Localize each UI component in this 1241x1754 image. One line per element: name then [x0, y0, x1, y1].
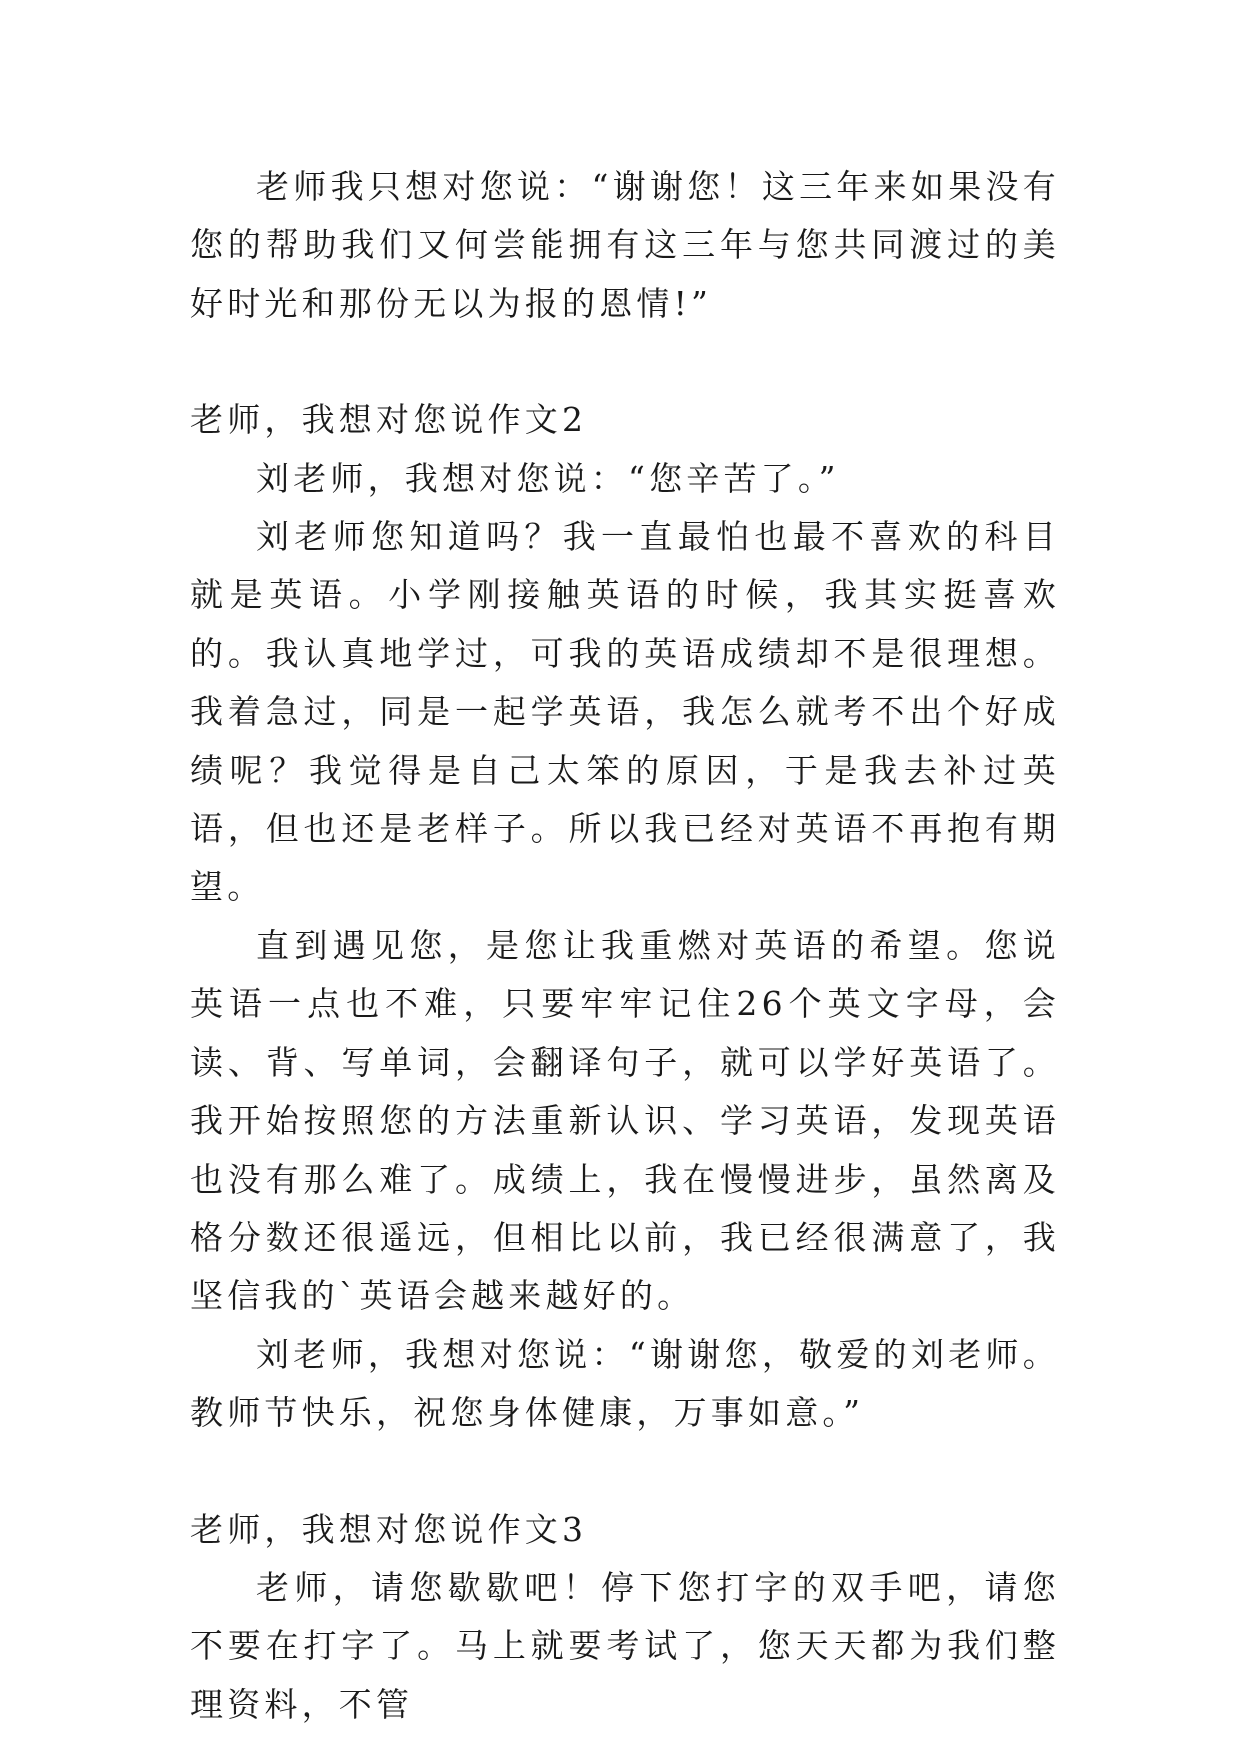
paragraph-please-rest: 老师，请您歇歇吧！停下您打字的双手吧，请您不要在打字了。马上就要考试了，您天天都为我们整理资料，不管 — [190, 1567, 1060, 1724]
paragraph-closing-thanks: 老师我只想对您说：“谢谢您！这三年来如果没有您的帮助我们又何尝能拥有这三年与您共同渡过的美好时光和那份无以为报的恩情!” — [190, 167, 1060, 323]
section-heading-3: 老师，我想对您说作文3 — [190, 1509, 588, 1549]
paragraph-english-struggle: 刘老师您知道吗？我一直最怕也最不喜欢的科目就是英语。小学刚接触英语的时候，我其实挺喜欢的。我认真地学过，可我的英语成绩却不是很理想。我着急过，同是一起学英语，我怎么就考不出个好成绩呢？我觉得是自己太笨的原因，于是我去补过英语，但也还是老样子。所以我已经对英语不再抱有期望。 — [190, 517, 1060, 907]
section-heading-2: 老师，我想对您说作文2 — [190, 400, 588, 440]
paragraph-greeting: 刘老师，我想对您说：“您辛苦了。” — [256, 458, 840, 498]
paragraph-new-hope: 直到遇见您，是您让我重燃对英语的希望。您说英语一点也不难，只要牢牢记住26个英文字母，会读、背、写单词，会翻译句子，就可以学好英语了。我开始按照您的方法重新认识、学习英语，发现英语也没有那么难了。成绩上，我在慢慢进步，虽然离及格分数还很遥远，但相比以前，我已经很满意了，我坚信我的`英语会越来越好的。 — [190, 925, 1060, 1316]
section-gap — [190, 1443, 1060, 1501]
document-page — [190, 158, 1060, 1734]
paragraph-teachers-day-wish: 刘老师，我想对您说：“谢谢您，敬爱的刘老师。教师节快乐，祝您身体健康，万事如意。” — [190, 1334, 1060, 1433]
section-gap — [190, 333, 1060, 391]
